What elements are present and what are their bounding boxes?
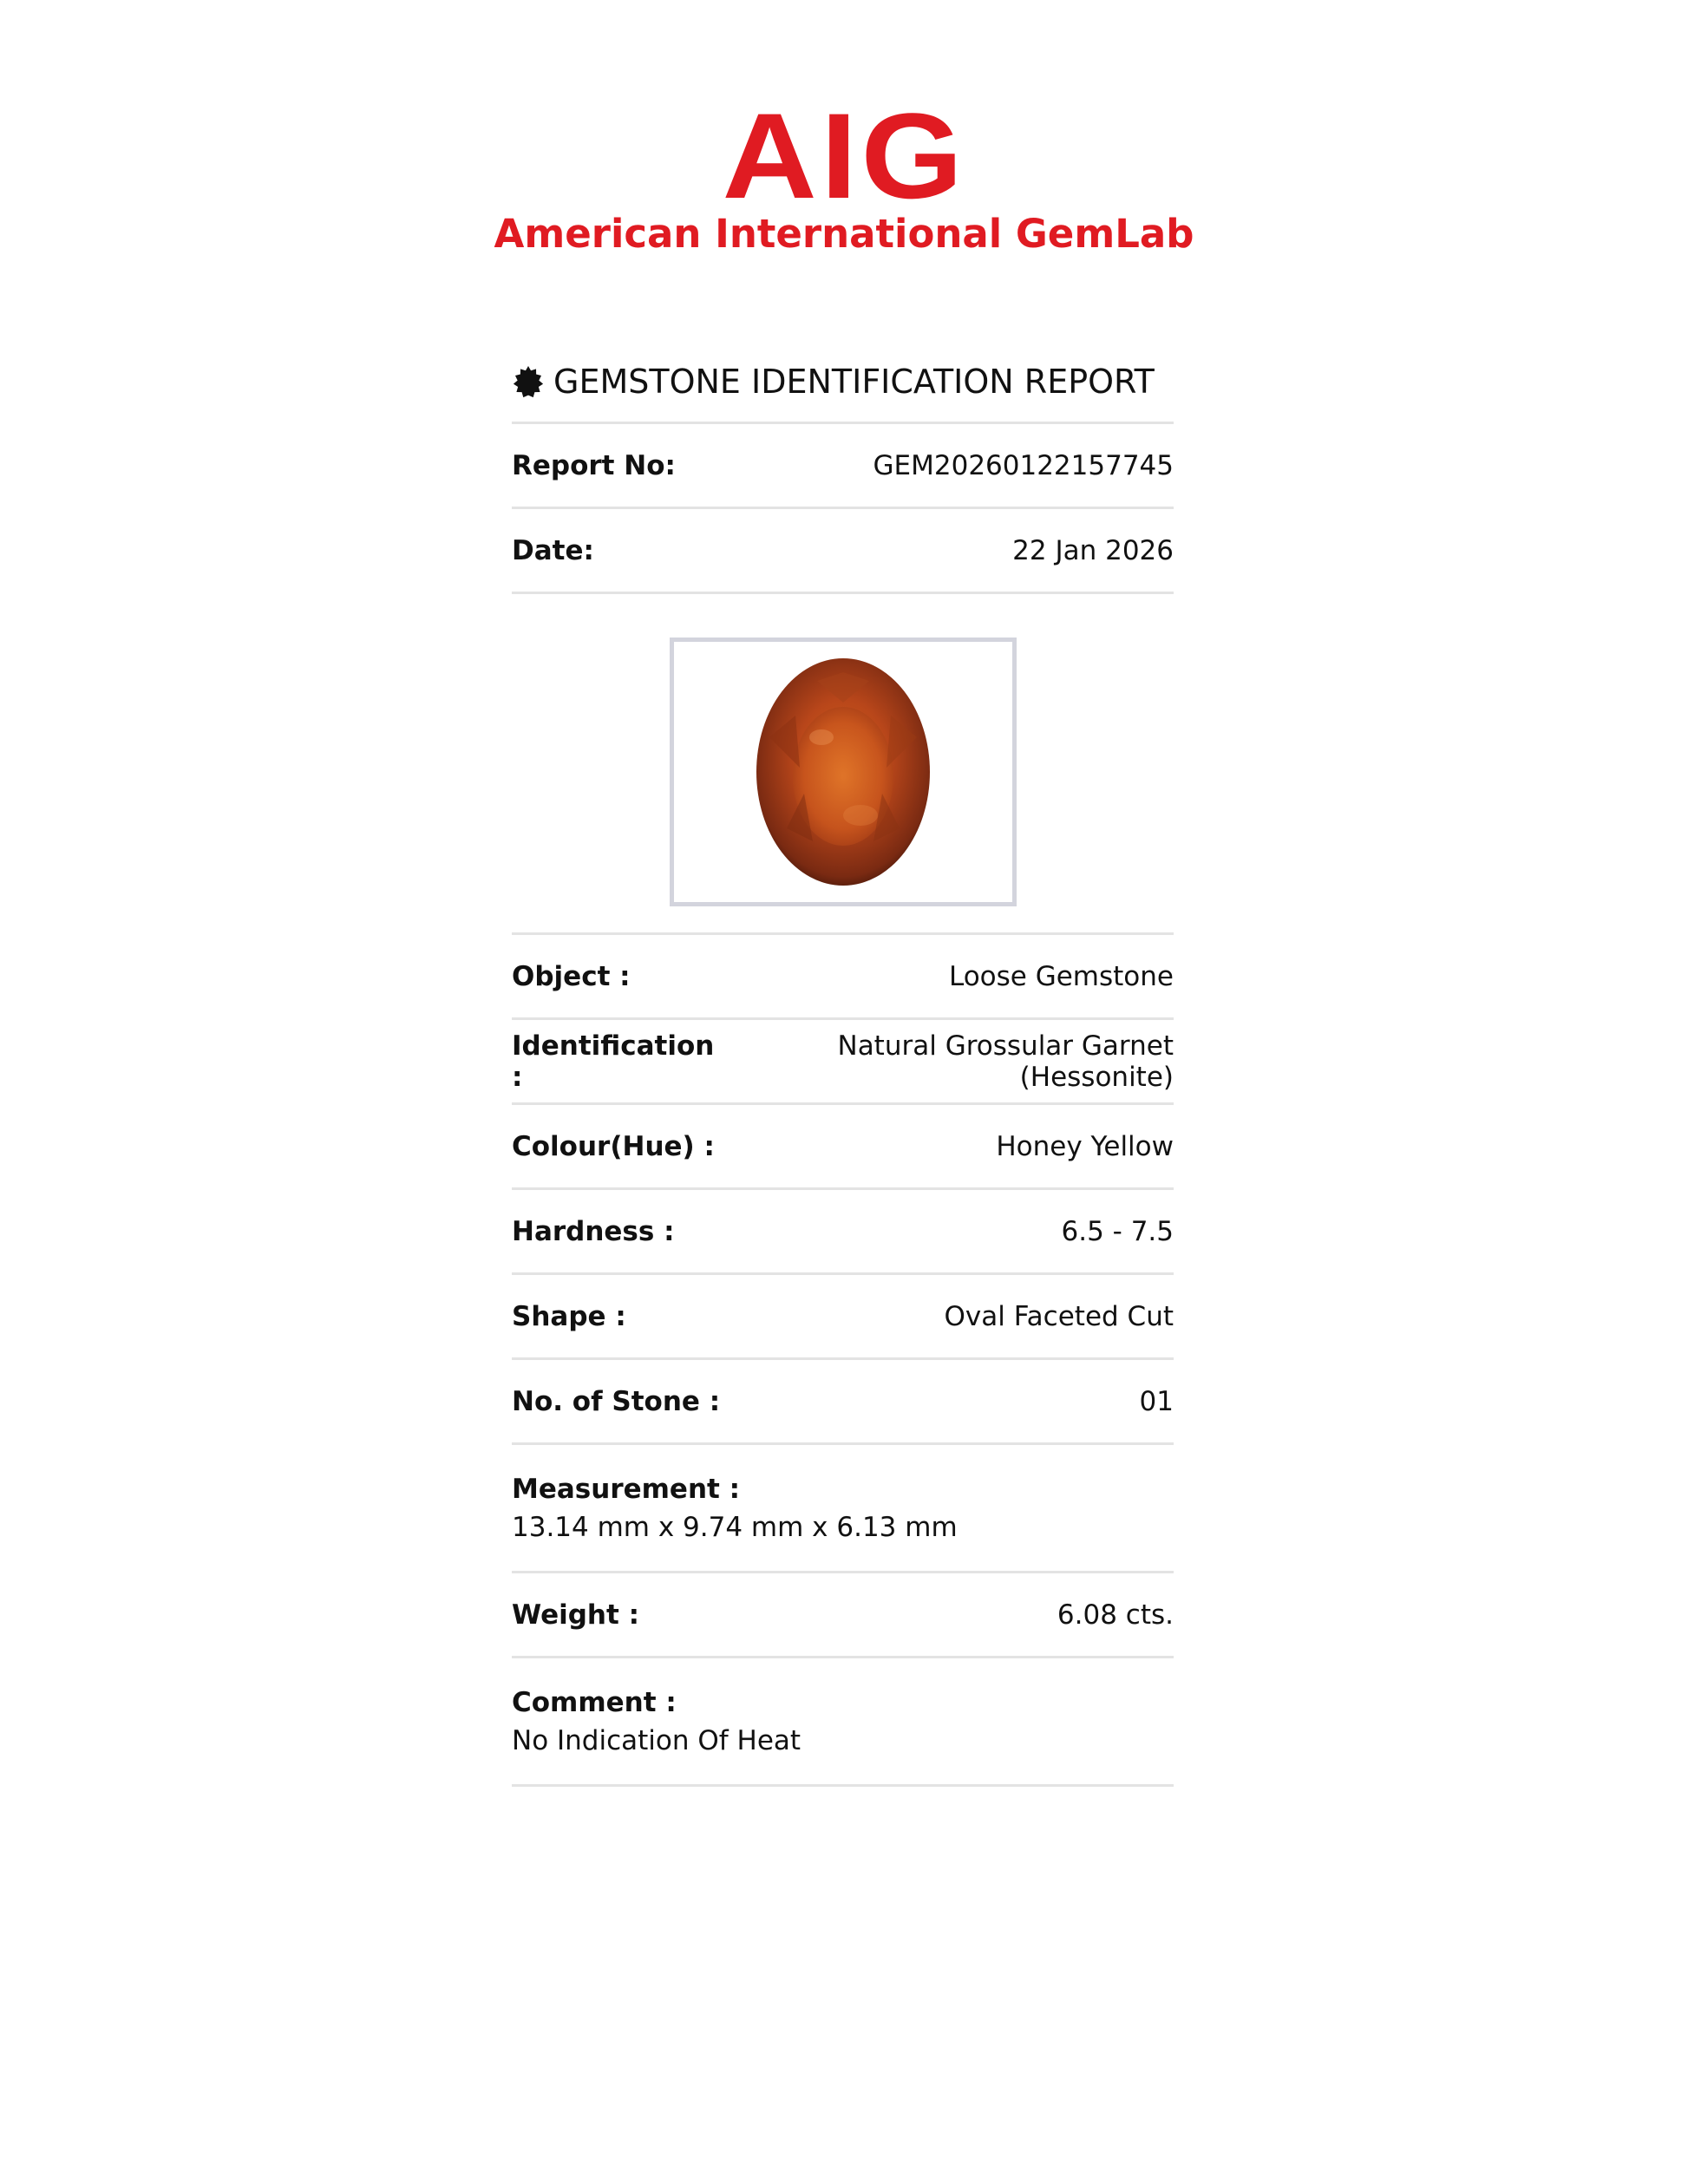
detail-row-hardness [512, 1190, 1174, 1275]
shape-value: Oval Faceted Cut [944, 1300, 1174, 1332]
measurement-value: 13.14 mm x 9.74 mm x 6.13 mm [512, 1511, 958, 1543]
measurement-label: Measurement : [512, 1473, 741, 1505]
report-title: GEMSTONE IDENTIFICATION REPORT [553, 363, 1155, 401]
weight-row [512, 1573, 1174, 1658]
detail-row-identification [512, 1020, 1174, 1105]
comment-value: No Indication Of Heat [512, 1724, 801, 1756]
object-value: Loose Gemstone [948, 960, 1174, 992]
report-number-label: Report No: [512, 449, 676, 481]
weight-value: 6.08 cts. [1057, 1599, 1174, 1631]
colour-label: Colour(Hue) : [512, 1130, 715, 1162]
measurement-block [512, 1445, 1174, 1573]
logo-mark: AIG [722, 88, 966, 224]
identification-value: Natural Grossular Garnet (Hessonite) [837, 1030, 1174, 1093]
comment-label: Comment : [512, 1686, 677, 1718]
date-label: Date: [512, 534, 594, 566]
gemstone-photo-frame [670, 638, 1017, 906]
object-label: Object : [512, 960, 631, 992]
stone-count-label: No. of Stone : [512, 1385, 721, 1417]
aig-logo [0, 88, 1688, 258]
logo-company-name: American International GemLab [494, 211, 1194, 257]
colour-value: Honey Yellow [996, 1130, 1174, 1162]
gemstone-photo-section [512, 594, 1174, 935]
report-title-row [512, 342, 1174, 424]
report-number-row [512, 424, 1174, 509]
gemstone-photo [752, 655, 934, 889]
identification-label: Identification : [512, 1030, 715, 1093]
shape-label: Shape : [512, 1300, 626, 1332]
rosette-seal-icon [512, 365, 545, 398]
stone-count-value: 01 [1139, 1385, 1174, 1417]
detail-row-stone-count [512, 1360, 1174, 1445]
date-value: 22 Jan 2026 [1012, 534, 1174, 566]
date-row [512, 509, 1174, 594]
detail-row-colour [512, 1105, 1174, 1190]
report-number-value: GEM20260122157745 [873, 449, 1174, 481]
detail-row-object [512, 935, 1174, 1020]
report-card [512, 342, 1174, 1787]
hardness-value: 6.5 - 7.5 [1061, 1215, 1174, 1247]
hardness-label: Hardness : [512, 1215, 675, 1247]
detail-row-shape [512, 1275, 1174, 1360]
weight-label: Weight : [512, 1599, 640, 1631]
comment-block [512, 1658, 1174, 1787]
